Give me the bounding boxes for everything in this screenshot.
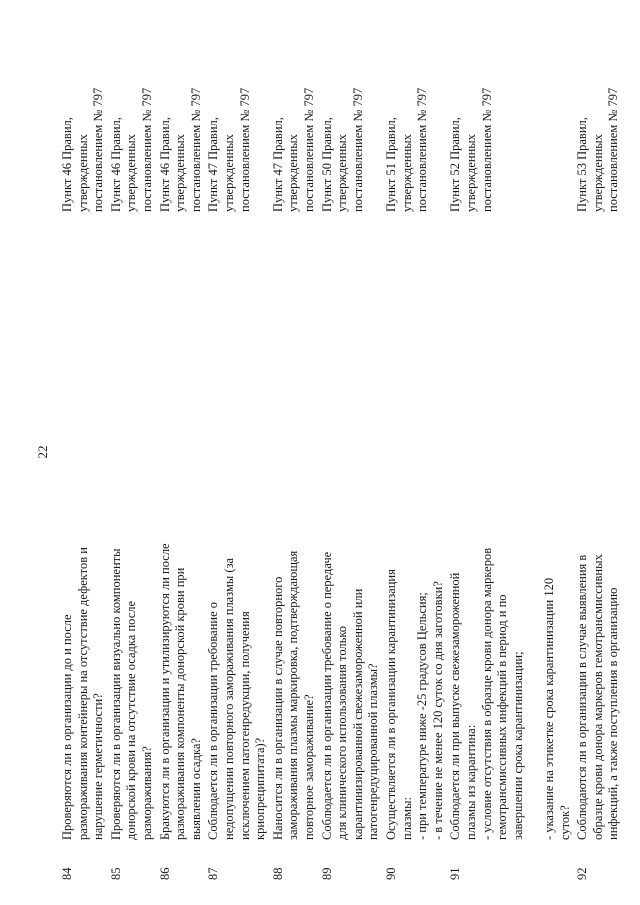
row-number: 89 xyxy=(319,867,334,880)
question-line: плазмы: xyxy=(399,796,414,840)
question-line: Соблюдается ли при выпуске свежезамороженной xyxy=(448,572,463,840)
question-line: Проверяются ли в организации визуально компоненты xyxy=(108,548,123,840)
legal-reference xyxy=(575,12,622,212)
question-text xyxy=(448,420,573,840)
reference-line: постановлением № 797 xyxy=(350,87,365,212)
row-number: 87 xyxy=(206,867,221,880)
question-line: - в течение не менее 120 суток со дня заготовки? xyxy=(430,581,445,840)
question-line: карантинизированной свежезамороженной или xyxy=(350,588,365,840)
reference-line: Пункт 47 Правил, xyxy=(206,117,221,212)
reference-line: утвержденных xyxy=(463,134,478,212)
question-line: - указание на этикетке срока карантинизации 120 xyxy=(541,577,556,840)
legal-reference xyxy=(60,12,107,212)
reference-line: утвержденных xyxy=(173,134,188,212)
legal-reference xyxy=(158,12,205,212)
question-text xyxy=(60,420,107,840)
question-line: Наносится ли в организации в случае повторного xyxy=(270,576,285,840)
question-line: повторное замораживание? xyxy=(301,694,316,840)
question-line: Соблюдается ли в организации требование о xyxy=(206,602,221,840)
page-number: 22 xyxy=(35,445,50,459)
reference-line: Пункт 50 Правил, xyxy=(319,117,334,212)
question-line: размораживания контейнеры на отсутствие дефектов и xyxy=(75,547,90,840)
reference-line: Пункт 47 Правил, xyxy=(270,117,285,212)
question-line: инфекций, а также поступления в организацию xyxy=(606,587,621,840)
question-line: размораживания? xyxy=(139,746,154,840)
question-line: донорской крови на отсутствие осадка после xyxy=(124,600,139,840)
reference-line: утвержденных xyxy=(399,134,414,212)
question-line: гемотрансмиссивных инфекций в период и по xyxy=(495,594,510,840)
legal-reference xyxy=(320,12,367,212)
row-number: 86 xyxy=(157,867,172,880)
question-text xyxy=(158,420,205,840)
reference-line: Пункт 52 Правил, xyxy=(448,117,463,212)
checklist-table xyxy=(50,20,621,880)
row-number: 88 xyxy=(270,867,285,880)
reference-line: постановлением № 797 xyxy=(606,87,621,212)
reference-line: постановлением № 797 xyxy=(188,87,203,212)
question-line: Осуществляется ли в организации карантинизация xyxy=(384,569,398,840)
reference-line: Пункт 53 Правил, xyxy=(575,117,590,212)
row-number: 85 xyxy=(108,867,123,880)
reference-line: утвержденных xyxy=(221,134,236,212)
row-number: 92 xyxy=(575,867,590,880)
question-line: плазмы из карантина: xyxy=(463,724,478,840)
question-line: Соблюдаются ли в организации в случае выявления в xyxy=(575,554,590,840)
question-line: Проверяются ли в организации до и после xyxy=(60,614,74,840)
question-line: исключением патогенредукции, получения xyxy=(237,611,252,840)
question-text xyxy=(384,420,446,840)
reference-line: постановлением № 797 xyxy=(139,87,154,212)
row-number: 91 xyxy=(448,867,463,880)
reference-line: Пункт 46 Правил, xyxy=(108,117,123,212)
legal-reference xyxy=(448,12,495,212)
question-text xyxy=(271,420,318,840)
row-number: 84 xyxy=(60,867,74,880)
question-line: - при температуре ниже -25 градусов Цельсия; xyxy=(415,592,430,840)
row-number: 90 xyxy=(384,867,398,880)
reference-line: постановлением № 797 xyxy=(91,87,106,212)
question-line: патогенредуцированной плазмы? xyxy=(366,663,381,840)
reference-line: Пункт 46 Правил, xyxy=(157,117,172,212)
question-line: Соблюдается ли в организации требование о передаче xyxy=(319,551,334,840)
question-line: образце крови донора маркеров гемотрансмиссивных xyxy=(590,554,605,840)
question-text xyxy=(206,420,268,840)
question-line: выявлении осадка? xyxy=(188,738,203,840)
reference-line: утвержденных xyxy=(124,134,139,212)
reference-line: Пункт 46 Правил, xyxy=(60,117,74,212)
reference-line: постановлением № 797 xyxy=(237,87,252,212)
question-line xyxy=(526,420,542,840)
legal-reference xyxy=(271,12,318,212)
legal-reference xyxy=(384,12,431,212)
question-line: размораживания компоненты донорской крови при xyxy=(173,567,188,840)
question-line: для клинического использования только xyxy=(335,625,350,840)
question-line: замораживания плазмы маркировка, подтверждающая xyxy=(286,550,301,840)
legal-reference xyxy=(109,12,156,212)
question-line: криопреципитата)? xyxy=(253,737,268,840)
question-text xyxy=(109,420,156,840)
reference-line: утвержденных xyxy=(286,134,301,212)
reference-line: утвержденных xyxy=(75,134,90,212)
question-line: суток? xyxy=(557,805,572,840)
legal-reference xyxy=(206,12,253,212)
question-text xyxy=(320,420,382,840)
reference-line: постановлением № 797 xyxy=(301,87,316,212)
reference-line: Пункт 51 Правил, xyxy=(384,117,398,212)
reference-line: постановлением № 797 xyxy=(415,87,430,212)
question-line: завершении срока карантинизации; xyxy=(510,651,525,840)
question-line: Бракуются ли в организации и утилизируются ли после xyxy=(157,543,172,840)
question-line: - условие отсутствия в образце крови донора маркеров xyxy=(479,547,494,840)
question-line: недопущении повторного замораживания плазмы (за xyxy=(221,557,236,840)
question-line: нарушение герметичности? xyxy=(91,693,106,840)
reference-line: утвержденных xyxy=(590,134,605,212)
question-text xyxy=(575,420,622,840)
reference-line: постановлением № 797 xyxy=(479,87,494,212)
reference-line: утвержденных xyxy=(335,134,350,212)
